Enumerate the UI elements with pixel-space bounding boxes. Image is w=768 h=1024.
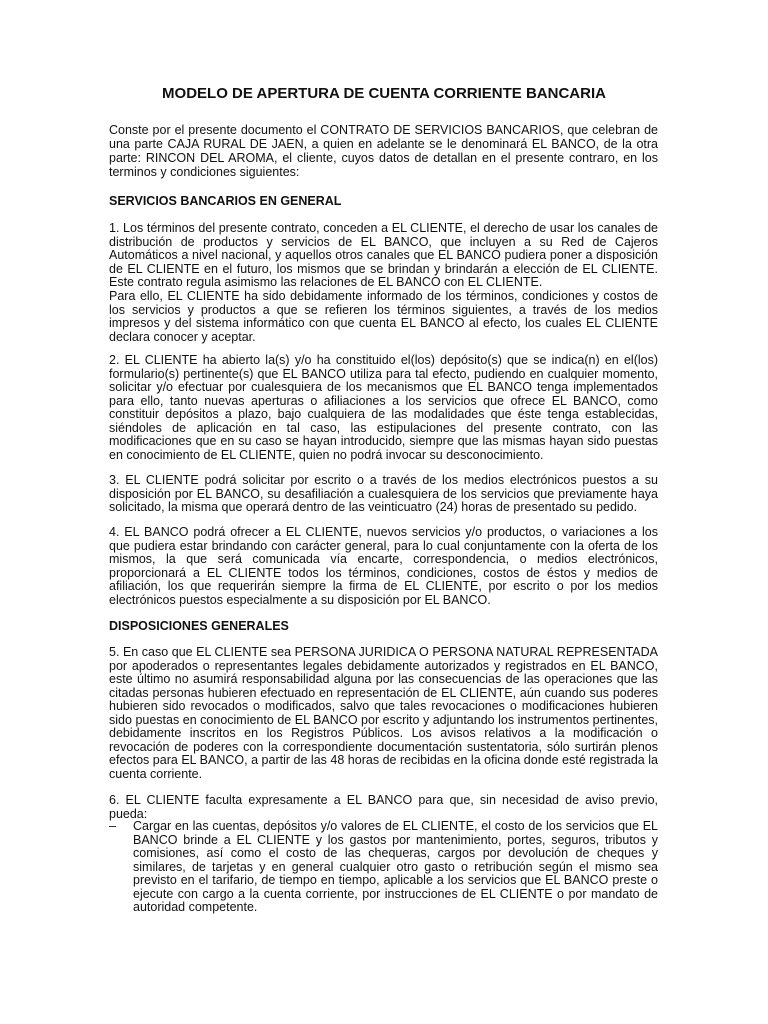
document-title: MODELO DE APERTURA DE CUENTA CORRIENTE BANCARIA	[162, 85, 606, 102]
bullet-marker: –	[109, 819, 116, 833]
intro-paragraph: Conste por el presente documento el CONTRATO DE SERVICIOS BANCARIOS, que celebran de una parte CAJA RURAL DE JAEN, a quien en adelante se le denominará EL BANCO, de la otra parte: RINCON DEL AROMA, el cliente, cuyos datos de detallan en el presente contraro, en los terminos y condiciones siguientes:	[109, 123, 658, 179]
clause-1a: 1. Los términos del presente contrato, conceden a EL CLIENTE, el derecho de usar los canales de distribución de productos y servicios de EL BANCO, que incluyen a su Red de Cajeros Automáticos a nivel nacional, y aquellos otros canales que EL BANCO pudiera poner a disposición de EL CLIENTE en el futuro, los mismos que se brindan y brindarán a elección de EL CLIENTE. Este contrato regula asimismo las relaciones de EL BANCO con EL CLIENTE.	[109, 221, 658, 289]
clause-4: 4. EL BANCO podrá ofrecer a EL CLIENTE, nuevos servicios y/o productos, o variaciones a los que pudiera estar brindando con carácter general, para lo cual conjuntamente con la oferta de los mismos, la que será comunicada vía encarte, correspondencia, o medios electrónicos, proporcionará a EL CLIENTE todos los términos, condiciones, costos de éstos y medios de afiliación, los que requerirán siempre la firma de EL CLIENTE, por escrito o por los medios electrónicos puestos especialmente a su disposición por EL BANCO.	[109, 525, 658, 607]
section-heading-disposiciones: DISPOSICIONES GENERALES	[109, 619, 289, 633]
bullet-item-1: Cargar en las cuentas, depósitos y/o valores de EL CLIENTE, el costo de los servicios que EL BANCO brinde a EL CLIENTE y los gastos por mantenimiento, portes, seguros, tributos y comisiones, así como el costo de las chequeras, cargos por devolución de cheques y similares, de tarjetas y en general cualquier otro gasto o retribución según el mismo sea previsto en el tarifario, de tiempo en tiempo, aplicable a los servicios que EL BANCO preste o ejecute con cargo a la cuenta corriente, por instrucciones de EL CLIENTE o por mandato de autoridad competente.	[133, 819, 658, 914]
clause-5: 5. En caso que EL CLIENTE sea PERSONA JURIDICA O PERSONA NATURAL REPRESENTADA por apoderados o representantes legales debidamente autorizados y registrados en EL BANCO, este último no asumirá responsabilidad alguna por las consecuencias de las operaciones que las citadas personas hubieren efectuado en representación de EL CLIENTE, aún cuando sus poderes hubieren sido revocados o modificados, salvo que tales revocaciones o modificaciones hubieren sido puestas en conocimiento de EL BANCO por escrito y adjuntando los instrumentos pertinentes, debidamente inscritos en los Registros Públicos. Los avisos relativos a la modificación o revocación de poderes con la correspondiente documentación sustentatoria, sólo surtirán plenos efectos para EL BANCO, a partir de las 48 horas de recibidas en la oficina donde esté registrada la cuenta corriente.	[109, 645, 658, 781]
clause-3: 3. EL CLIENTE podrá solicitar por escrito o a través de los medios electrónicos puestos a su disposición por EL BANCO, su desafiliación a cualesquiera de los servicios que previamente haya solicitado, la misma que operará dentro de las veinticuatro (24) horas de presentado su pedido.	[109, 473, 658, 514]
clause-2: 2. EL CLIENTE ha abierto la(s) y/o ha constituido el(los) depósito(s) que se indica(n) en el(los) formulario(s) pertinente(s) que EL BANCO utiliza para tal efecto, pudiendo en cualquier momento, solicitar y/o efectuar por cualesquiera de los mecanismos que EL BANCO tenga implementados para ello, tanto nuevas aperturas o afiliaciones a los servicios que ofrece EL BANCO, como constituir depósitos a plazo, bajo cualquiera de las modalidades que éste tenga establecidas, siéndoles de aplicación en tal caso, las estipulaciones del presente contrato, con las modificaciones que en su caso se hayan introducido, siempre que las mismas hayan sido puestas en conocimiento de EL CLIENTE, quien no podrá invocar su desconocimiento.	[109, 353, 658, 462]
clause-6: 6. EL CLIENTE faculta expresamente a EL BANCO para que, sin necesidad de aviso previo, pueda:	[109, 793, 658, 821]
clause-1b: Para ello, EL CLIENTE ha sido debidamente informado de los términos, condiciones y costos de los servicios y productos a que se refieren los términos siguientes, a través de los medios impresos y del sistema informático con que cuenta EL BANCO al efecto, los cuales EL CLIENTE declara conocer y aceptar.	[109, 289, 658, 344]
section-heading-servicios: SERVICIOS BANCARIOS EN GENERAL	[109, 194, 342, 208]
